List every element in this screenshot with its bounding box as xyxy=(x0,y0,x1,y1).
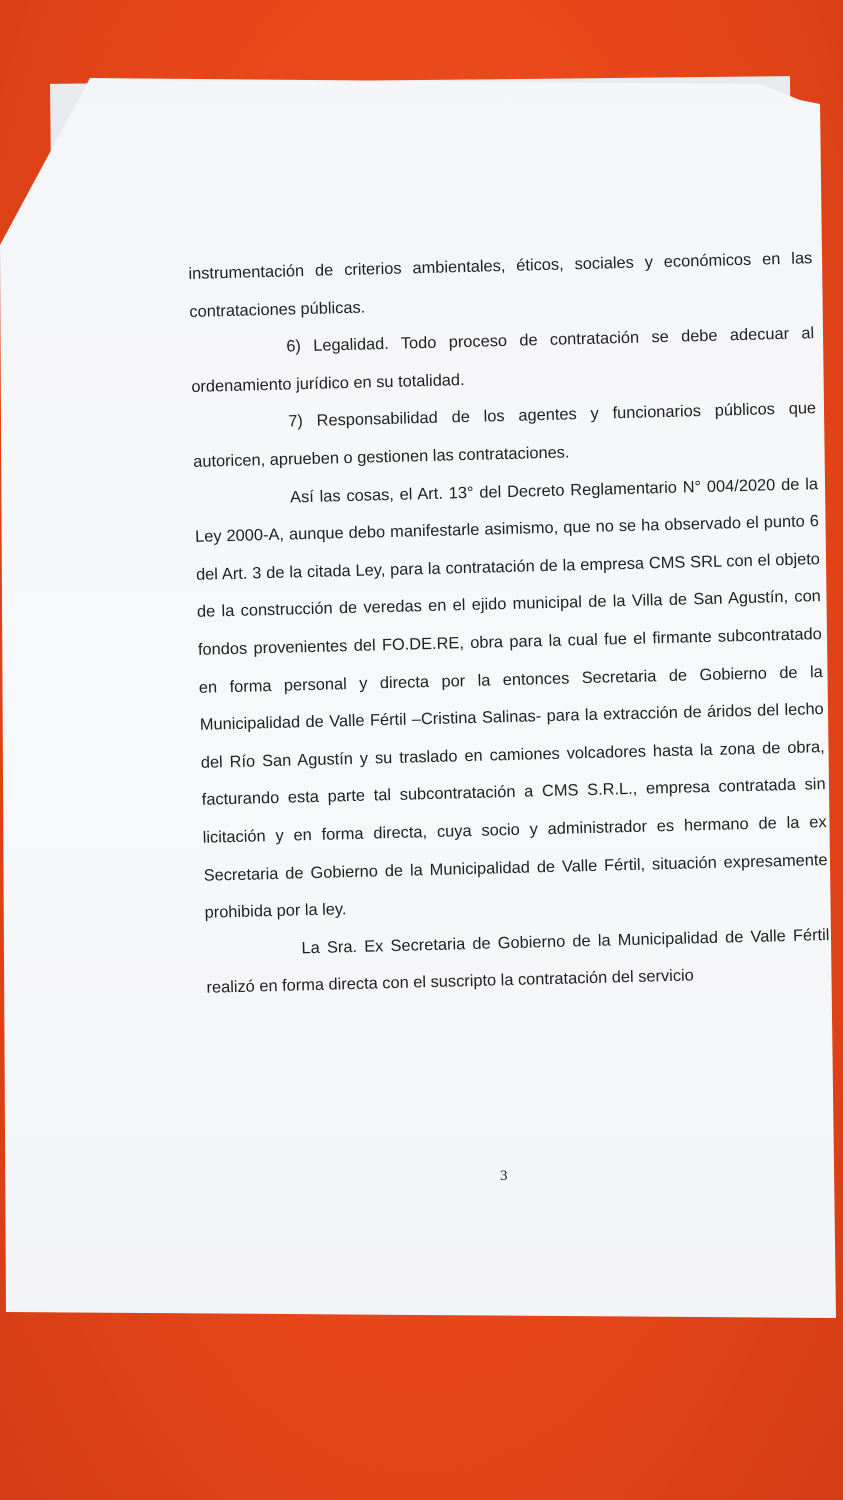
paragraph-responsabilidad: 7) Responsabilidad de los agentes y funcionarios públicos que autoricen, aprueben o gestionen las contrataciones. xyxy=(192,399,817,471)
paragraph-ex-secretaria: La Sra. Ex Secretaria de Gobierno de la Municipalidad de Valle Fértil realizó en forma directa con el suscripto la contratación del servicio xyxy=(206,925,830,998)
paragraph-decreto-reglamentario: Así las cosas, el Art. 13° del Decreto Reglamentario N° 004/2020 de la Ley 2000-A, aunque debo manifestarle asimismo, que no se ha observado el punto 6 del Art. 3 de la citada Ley, para la contratación de la empresa CMS SRL con el objeto de la construcción de veredas en el ejido municipal de la Villa de San Agustín, con fondos provenientes del FO.DE.RE, obra para la cual fue el firmante subcontratado en forma personal y directa por la entonces Secretaria de Gobierno de la Municipalidad de Valle Fértil –Cristina Salinas- para la extracción de áridos del lecho del Río San Agustín y su traslado en camiones volcadores hasta la zona de obra, facturando esta parte tal subcontratación a CMS S.R.L., empresa contratada sin licitación y en forma directa, cuya socio y administrador es hermano de la ex Secretaria de Gobierno de la Municipalidad de Valle Fértil, situación expresamente prohibida por la ley. xyxy=(194,474,828,922)
paragraph-legalidad: 6) Legalidad. Todo proceso de contratación se debe adecuar al ordenamiento jurídico en su totalidad. xyxy=(191,324,815,396)
page-body-text xyxy=(188,240,831,1007)
page-number: 3 xyxy=(500,1168,508,1184)
paragraph-criterios-continuation: instrumentación de criterios ambientales, éticos, sociales y económicos en las contrataciones públicas. xyxy=(188,249,813,321)
